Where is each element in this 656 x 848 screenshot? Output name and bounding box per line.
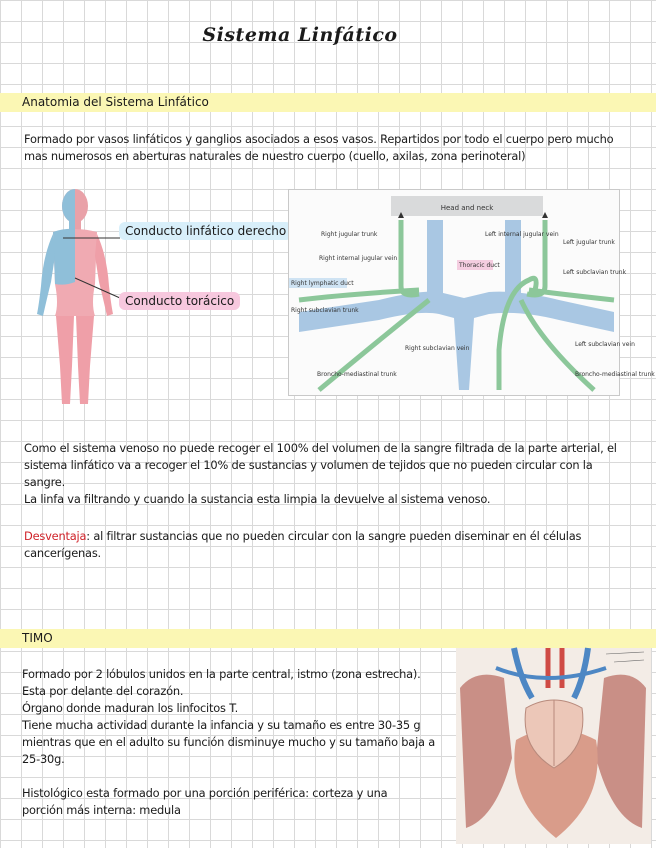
lymphatic-drainage-diagram [288,189,655,396]
intro-line: Formado por vasos linfáticos y ganglios asociados a esos vasos. Repartidos por todo el cuerpo pero mucho [24,132,614,146]
svg-text:Broncho-mediastinal trunk: Broncho-mediastinal trunk [317,371,397,378]
timo-line: Formado por 2 lóbulos unidos en la parte central, istmo (zona estrecha). [22,667,421,681]
paragraph-line: Como el sistema venoso no puede recoger el 100% del volumen de la sangre filtrada de la parte arterial, el [24,441,617,455]
section-heading-timo: TIMO [22,631,53,645]
page-title: Sistema Linfático [202,24,398,46]
callout-thoracic-duct: Conducto torácico [119,292,240,310]
disadvantage-text-cont: cancerígenas. [24,546,101,560]
svg-text:Broncho-mediastinal trunk: Broncho-mediastinal trunk [575,371,655,378]
paragraph-line: sangre. [24,475,66,489]
timo-line: mientras que en el adulto su función disminuye mucho y su tamaño baja a [22,735,436,749]
callout-right-lymphatic-duct: Conducto linfático derecho [119,222,292,240]
disadvantage-paragraph [24,528,644,562]
human-body-figure [25,186,125,412]
svg-text:Right subclavian vein: Right subclavian vein [405,345,470,352]
svg-text:Right lymphatic duct: Right lymphatic duct [291,280,354,287]
timo-line: Tiene mucha actividad durante la infancia y su tamaño es entre 30-35 g [22,718,421,732]
svg-text:Right subclavian trunk: Right subclavian trunk [291,307,359,314]
timo-line: Órgano donde maduran los linfocitos T. [22,701,239,715]
section-heading-band [0,629,656,648]
disadvantage-text: : al filtrar sustancias que no pueden circular con la sangre pueden diseminar en él células [86,529,582,543]
svg-text:Thoracic duct: Thoracic duct [459,262,500,269]
section-heading-anatomy: Anatomia del Sistema Linfático [22,95,209,109]
intro-paragraph [24,131,644,165]
intro-line: mas numerosos en aberturas naturales de nuestro cuerpo (cuello, axilas, zona perinoteral) [24,149,526,163]
svg-text:Left subclavian vein: Left subclavian vein [575,341,635,348]
venous-paragraph [24,440,644,508]
paragraph-line: sistema linfático va a recoger el 10% de sustancias y volumen de tejidos que no pueden circular con la [24,458,593,472]
timo-line: Esta por delante del corazón. [22,684,184,698]
svg-text:Left subclavian trunk: Left subclavian trunk [563,269,627,276]
timo-line: Histológico esta formado por una porción periférica: corteza y una [22,786,388,800]
diagram-header: Head and neck [440,204,494,212]
thymus-illustration [456,648,651,844]
svg-text:Right internal jugular vein: Right internal jugular vein [319,255,398,262]
disadvantage-label: Desventaja [24,529,87,543]
svg-text:Left internal jugular vein: Left internal jugular vein [485,231,559,238]
timo-line: porción más interna: medula [22,803,181,817]
svg-text:Right jugular trunk: Right jugular trunk [321,231,378,238]
timo-paragraph [22,666,442,819]
svg-text:Left jugular trunk: Left jugular trunk [563,239,615,246]
timo-line: 25-30g. [22,752,65,766]
paragraph-line: La linfa va filtrando y cuando la sustancia esta limpia la devuelve al sistema venoso. [24,492,491,506]
